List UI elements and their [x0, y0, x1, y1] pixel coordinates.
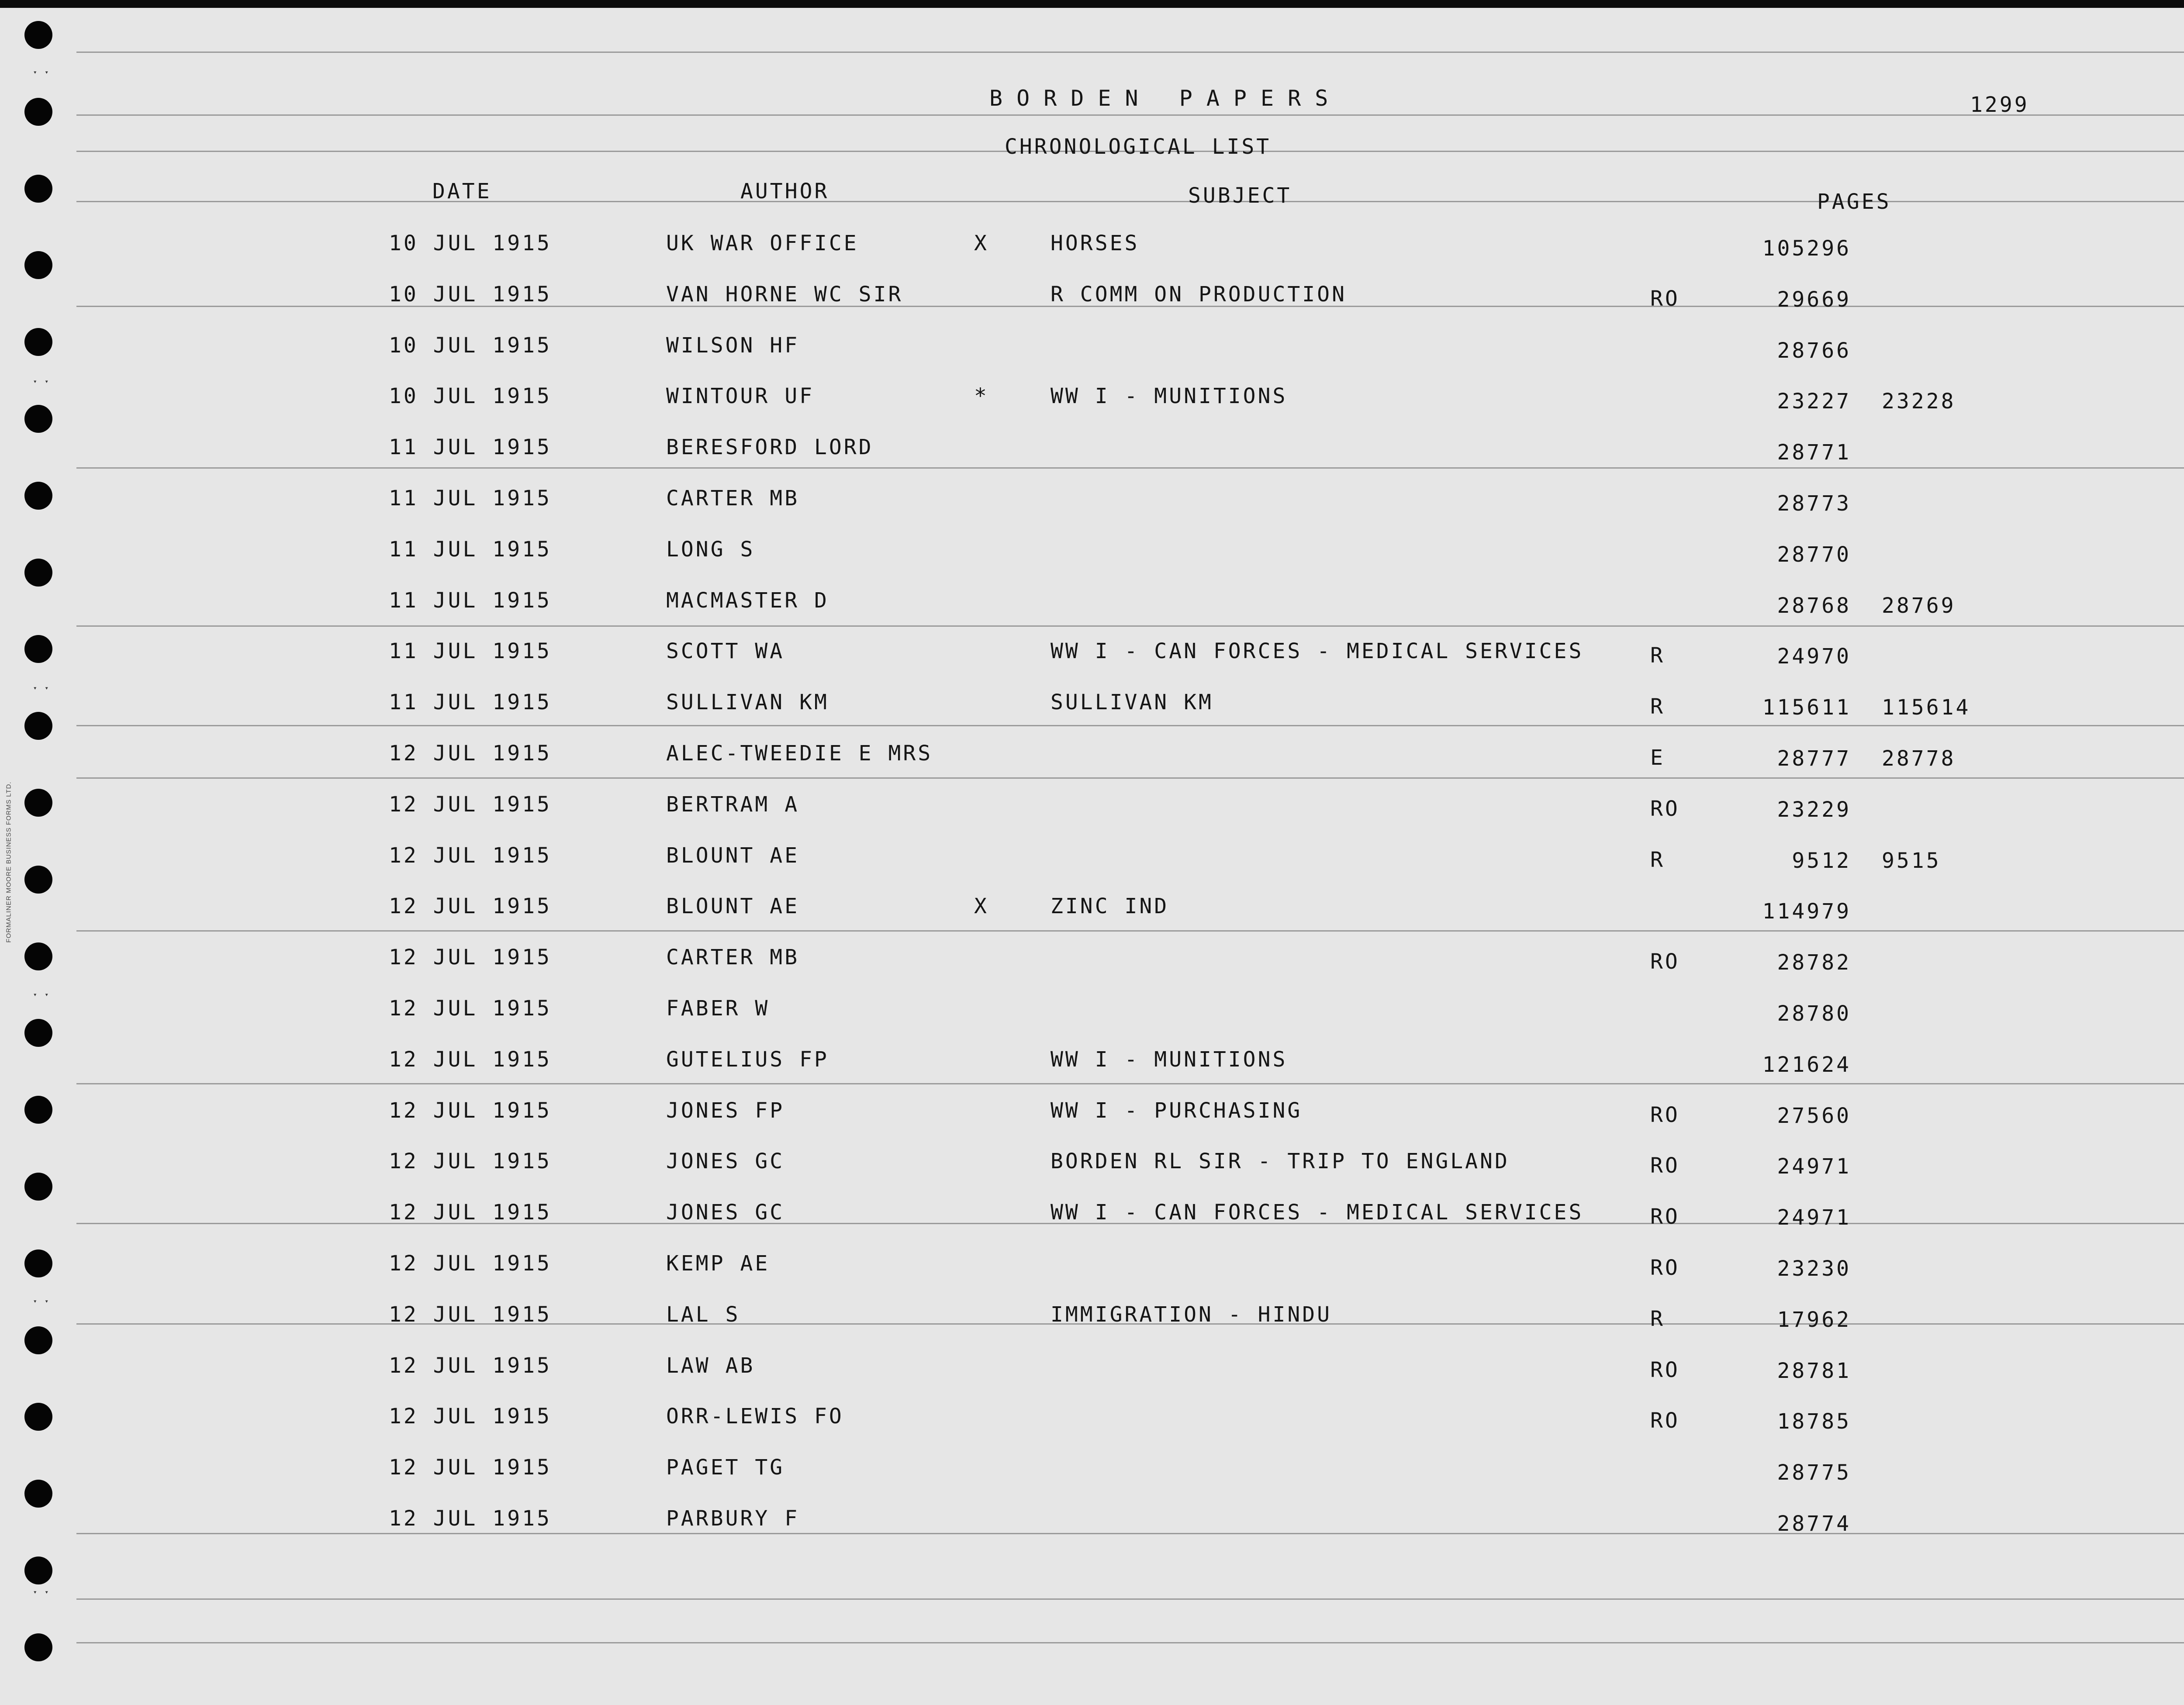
- sprocket-hole: [24, 1557, 52, 1584]
- column-header-pages: PAGES: [1817, 190, 1891, 214]
- form-rule-line: [76, 930, 2184, 932]
- entry-code: RO: [1650, 286, 1680, 311]
- table-row: [0, 794, 2184, 820]
- table-row: [0, 233, 2184, 259]
- form-rule-line: [76, 625, 2184, 627]
- sprocket-hole: [24, 1633, 52, 1661]
- entry-author: BLOUNT AE: [666, 894, 800, 918]
- perforation-mark: ˑˑ: [31, 66, 54, 83]
- entry-subject: IMMIGRATION - HINDU: [1051, 1302, 1332, 1327]
- entry-code: R: [1650, 643, 1665, 668]
- table-row: [0, 1151, 2184, 1177]
- sprocket-hole: [24, 21, 52, 49]
- entry-subject: WW I - MUNITIONS: [1051, 384, 1288, 408]
- entry-subject: SULLIVAN KM: [1051, 690, 1213, 714]
- entry-date: 11 JUL 1915: [389, 588, 552, 613]
- entry-date: 12 JUL 1915: [389, 1455, 552, 1480]
- perforation-mark: ˑˑ: [31, 1585, 54, 1603]
- entry-date: 11 JUL 1915: [389, 690, 552, 714]
- entry-code: RO: [1650, 797, 1680, 821]
- perforation-mark: ˑˑ: [31, 375, 54, 392]
- entry-page-start: 115611: [1762, 695, 1851, 720]
- entry-page-start: 24970: [1777, 644, 1851, 669]
- form-rule-line: [76, 725, 2184, 726]
- entry-author: PARBURY F: [666, 1506, 800, 1531]
- table-row: [0, 1202, 2184, 1228]
- table-row: [0, 1049, 2184, 1075]
- entry-author: WILSON HF: [666, 333, 800, 358]
- table-row: [0, 386, 2184, 412]
- table-row: [0, 998, 2184, 1024]
- table-row: [0, 1304, 2184, 1330]
- entry-page-start: 24971: [1777, 1154, 1851, 1179]
- table-row: [0, 845, 2184, 871]
- entry-code: R: [1650, 1307, 1665, 1331]
- column-header-subject: SUBJECT: [1188, 183, 1292, 208]
- table-row: [0, 947, 2184, 973]
- table-row: [0, 590, 2184, 616]
- entry-author: MACMASTER D: [666, 588, 829, 613]
- entry-date: 11 JUL 1915: [389, 486, 552, 511]
- entry-page-start: 28777: [1777, 746, 1851, 771]
- entry-author: ALEC-TWEEDIE E MRS: [666, 741, 933, 766]
- form-rule-line: [76, 114, 2184, 116]
- entry-author: LONG S: [666, 537, 755, 562]
- table-row: [0, 284, 2184, 310]
- table-row: [0, 1406, 2184, 1432]
- table-row: [0, 437, 2184, 463]
- entry-date: 12 JUL 1915: [389, 1353, 552, 1378]
- entry-page-end: 28769: [1882, 594, 1956, 618]
- entry-author: SULLIVAN KM: [666, 690, 829, 714]
- entry-author: ORR-LEWIS FO: [666, 1404, 844, 1429]
- entry-mark: X: [974, 894, 989, 918]
- entry-page-start: 105296: [1762, 236, 1851, 261]
- entry-author: JONES GC: [666, 1200, 785, 1225]
- entry-page-start: 28770: [1777, 542, 1851, 567]
- entry-date: 11 JUL 1915: [389, 435, 552, 459]
- entry-date: 12 JUL 1915: [389, 792, 552, 817]
- entry-code: RO: [1650, 949, 1680, 974]
- entry-date: 11 JUL 1915: [389, 639, 552, 663]
- entry-author: UK WAR OFFICE: [666, 231, 859, 255]
- entry-page-start: 18785: [1777, 1409, 1851, 1434]
- entry-author: JONES FP: [666, 1098, 785, 1123]
- entry-page-start: 28771: [1777, 440, 1851, 465]
- entry-author: VAN HORNE WC SIR: [666, 282, 903, 307]
- sprocket-hole: [24, 175, 52, 203]
- entry-author: BERESFORD LORD: [666, 435, 874, 459]
- entry-date: 12 JUL 1915: [389, 1302, 552, 1327]
- document-title: BORDEN PAPERS: [989, 86, 1342, 111]
- entry-subject: HORSES: [1051, 231, 1140, 255]
- entry-subject: BORDEN RL SIR - TRIP TO ENGLAND: [1051, 1149, 1510, 1173]
- entry-subject: WW I - MUNITIONS: [1051, 1047, 1288, 1072]
- entry-page-start: 17962: [1777, 1308, 1851, 1332]
- entry-date: 12 JUL 1915: [389, 741, 552, 766]
- entry-code: R: [1650, 848, 1665, 872]
- entry-subject: WW I - CAN FORCES - MEDICAL SERVICES: [1051, 1200, 1584, 1225]
- entry-date: 12 JUL 1915: [389, 843, 552, 868]
- perforation-mark: ˑˑ: [31, 988, 54, 1005]
- entry-date: 12 JUL 1915: [389, 894, 552, 918]
- entry-date: 12 JUL 1915: [389, 1404, 552, 1429]
- form-rule-line: [76, 1642, 2184, 1643]
- entry-page-start: 9512: [1792, 849, 1851, 873]
- entry-author: LAW AB: [666, 1353, 755, 1378]
- entry-page-end: 23228: [1882, 389, 1956, 414]
- table-row: [0, 692, 2184, 718]
- page-number: 1299: [1970, 93, 2029, 117]
- entry-date: 10 JUL 1915: [389, 384, 552, 408]
- form-rule-line: [76, 777, 2184, 779]
- entry-page-start: 23230: [1777, 1256, 1851, 1281]
- entry-page-start: 29669: [1777, 287, 1851, 312]
- entry-date: 12 JUL 1915: [389, 1098, 552, 1123]
- entry-date: 12 JUL 1915: [389, 1506, 552, 1531]
- entry-date: 11 JUL 1915: [389, 537, 552, 562]
- entry-code: RO: [1650, 1358, 1680, 1382]
- form-rule-line: [76, 1598, 2184, 1600]
- form-rule-line: [76, 52, 2184, 53]
- entry-date: 10 JUL 1915: [389, 282, 552, 307]
- entry-code: RO: [1650, 1205, 1680, 1229]
- entry-author: SCOTT WA: [666, 639, 785, 663]
- table-row: [0, 539, 2184, 565]
- entry-code: R: [1650, 694, 1665, 719]
- entry-author: JONES GC: [666, 1149, 785, 1173]
- entry-date: 12 JUL 1915: [389, 1149, 552, 1173]
- entry-author: WINTOUR UF: [666, 384, 814, 408]
- table-row: [0, 743, 2184, 769]
- entry-date: 12 JUL 1915: [389, 945, 552, 970]
- entry-code: RO: [1650, 1256, 1680, 1280]
- entry-author: KEMP AE: [666, 1251, 770, 1276]
- table-row: [0, 896, 2184, 922]
- entry-page-start: 121624: [1762, 1053, 1851, 1077]
- entry-author: CARTER MB: [666, 945, 800, 970]
- entry-page-end: 115614: [1882, 695, 1971, 720]
- entry-subject: WW I - CAN FORCES - MEDICAL SERVICES: [1051, 639, 1584, 663]
- form-rule-line: [76, 1083, 2184, 1084]
- entry-page-end: 9515: [1882, 849, 1941, 873]
- entry-code: RO: [1650, 1408, 1680, 1433]
- entry-page-start: 24971: [1777, 1205, 1851, 1230]
- entry-subject: R COMM ON PRODUCTION: [1051, 282, 1347, 307]
- entry-page-start: 23229: [1777, 797, 1851, 822]
- entry-author: LAL S: [666, 1302, 740, 1327]
- column-header-author: AUTHOR: [740, 179, 829, 204]
- entry-page-start: 23227: [1777, 389, 1851, 414]
- entry-page-start: 114979: [1762, 899, 1851, 924]
- table-row: [0, 1355, 2184, 1381]
- entry-page-start: 28780: [1777, 1001, 1851, 1026]
- entry-page-start: 28774: [1777, 1512, 1851, 1536]
- entry-page-start: 28766: [1777, 338, 1851, 363]
- entry-date: 12 JUL 1915: [389, 1251, 552, 1276]
- entry-code: RO: [1650, 1103, 1680, 1127]
- entry-date: 10 JUL 1915: [389, 231, 552, 255]
- entry-page-start: 28768: [1777, 594, 1851, 618]
- table-row: [0, 641, 2184, 667]
- perforation-mark: ˑˑ: [31, 1294, 54, 1312]
- list-subtitle: CHRONOLOGICAL LIST: [1005, 135, 1272, 159]
- entry-date: 10 JUL 1915: [389, 333, 552, 358]
- column-header-date: DATE: [432, 179, 492, 204]
- entry-date: 12 JUL 1915: [389, 1047, 552, 1072]
- sprocket-hole: [24, 1326, 52, 1354]
- entry-page-end: 28778: [1882, 746, 1956, 771]
- entry-code: E: [1650, 746, 1665, 770]
- entry-page-start: 28773: [1777, 491, 1851, 516]
- entry-subject: WW I - PURCHASING: [1051, 1098, 1303, 1123]
- entry-author: FABER W: [666, 996, 770, 1021]
- entry-author: BERTRAM A: [666, 792, 800, 817]
- entry-page-start: 27560: [1777, 1104, 1851, 1128]
- entry-date: 12 JUL 1915: [389, 996, 552, 1021]
- form-margin-imprint: FORMALINER MOORE BUSINESS FORMS LTD.: [5, 781, 13, 943]
- entry-mark: *: [974, 384, 989, 408]
- table-row: [0, 1253, 2184, 1279]
- entry-code: RO: [1650, 1153, 1680, 1178]
- sprocket-hole: [24, 98, 52, 126]
- entry-subject: ZINC IND: [1051, 894, 1169, 918]
- entry-author: GUTELIUS FP: [666, 1047, 829, 1072]
- entry-date: 12 JUL 1915: [389, 1200, 552, 1225]
- table-row: [0, 335, 2184, 361]
- sprocket-hole: [24, 1480, 52, 1508]
- entry-author: CARTER MB: [666, 486, 800, 511]
- entry-page-start: 28775: [1777, 1460, 1851, 1485]
- entry-page-start: 28782: [1777, 950, 1851, 975]
- table-row: [0, 488, 2184, 514]
- paper-top-edge: [0, 0, 2184, 8]
- entry-author: PAGET TG: [666, 1455, 785, 1480]
- table-row: [0, 1508, 2184, 1534]
- entry-author: BLOUNT AE: [666, 843, 800, 868]
- entry-page-start: 28781: [1777, 1359, 1851, 1383]
- form-rule-line: [76, 467, 2184, 469]
- perforation-mark: ˑˑ: [31, 681, 54, 699]
- table-row: [0, 1100, 2184, 1126]
- entry-mark: X: [974, 231, 989, 255]
- table-row: [0, 1457, 2184, 1483]
